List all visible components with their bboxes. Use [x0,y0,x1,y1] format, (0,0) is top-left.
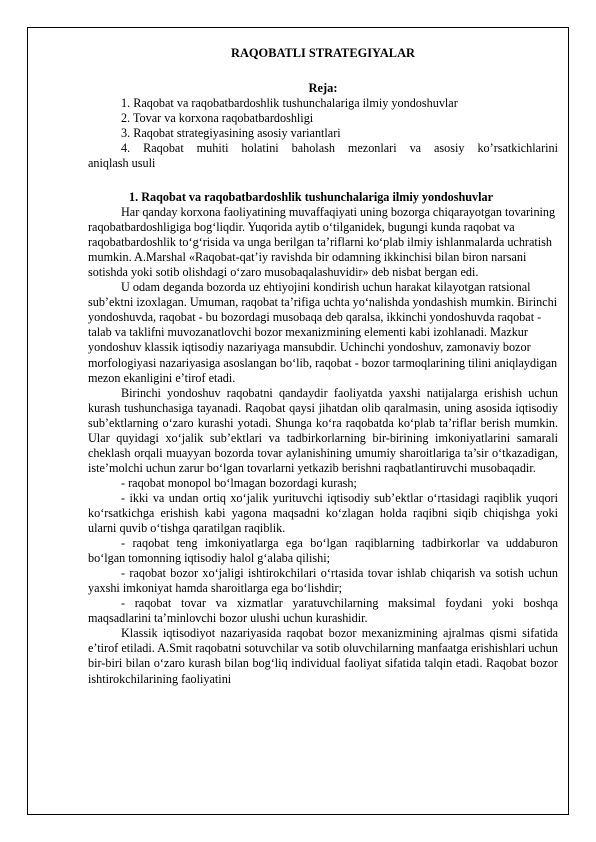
bullet-item: - raqobat teng imkoniyatlarga ega bo‘lgan raqiblarning tadbirkorlar va uddaburon bo‘lgan tomonning iqtisodiy halol g‘alaba qilishi; [88,536,558,566]
section-1 [88,190,558,687]
plan-item: 3. Raqobat strategiyasining asosiy variantlari [121,126,341,141]
plan-item: 4. Raqobat muhiti holatini baholash mezonlari va asosiy ko’rsatkichlarini [121,141,558,156]
bullet-item: - raqobat tovar va xizmatlar yaratuvchilarning maksimal foydani yoki boshqa maqsadlarini ta’minlovchi bozor ulushi uchun kurashidir. [88,596,558,626]
paragraph: Birinchi yondoshuv raqobatni qandaydir faoliyatda yaxshi natijalarga erishish uchun kurash tushunchasiga tayanadi. Raqobat qaysi jihatdan olib qaralmasin, uning asosida iqtisodiy sub’ektlarning o‘zaro kurashi yotadi. Shunga ko‘ra raqobatda ko‘plab ta’riflar berish mumkin. Ular quyidagi xo‘jalik sub’ektlari va tadbirkorlarning bir-birining imkoniyatlarini samarali cheklash orqali muayyan bozorda tovar aylanishining umumiy sharoitlariga ta’sir o‘tkazadigan, iste’molchi uchun zarur bo‘lgan tovarlarni yetkazib berishni raqbatlantiruvchi musobaqadir. [88,385,558,475]
section-title: 1. Raqobat va raqobatbardoshlik tushunchalariga ilmiy yondoshuvlar [129,190,494,204]
plan-item: 1. Raqobat va raqobatbardoshlik tushunchalariga ilmiy yondoshuvlar [121,96,458,110]
plan-item-continuation: aniqlash usuli [88,156,156,171]
bullet-item: - ikki va undan ortiq xo‘jalik yurituvchi iqtisodiy sub’ektlar o‘rtasidagi raqiblik yuqori ko‘rsatkichga erishish kabi yagona maqsadni ko‘zlagan holda raqibni siqib chiqishga yoki ularni quvib o‘tishga qaratilgan raqiblik. [88,490,558,536]
bullet-item: - raqobat bozor xo‘jaligi ishtirokchilari o‘rtasida tovar ishlab chiqarish va sotish uchun yaxshi imkoniyat hamda sharoitlarga ega bo‘lishdir; [88,566,558,596]
bullet-item: - raqobat monopol bo‘lmagan bozordagi kurash; [121,475,357,490]
plan-item: 2. Tovar va korxona raqobatbardoshligi [121,111,314,126]
plan-heading: Reja: [308,81,338,95]
paragraph: Har qanday korxona faoliyatining muvaffaqiyati uning bozorga chiqarayotgan tovarining raqobatbardoshligiga bog‘liqdir. Yuqorida aytib o‘tilganidek, bugungi kunda raqobat va raqobatbardoshlik to‘g‘risida va unga berilgan ta’riflarni ko‘plab ilmiy ishlanmalarda uchratish mumkin. A.Marshal «Raqobat-qat’iy ravishda bir odamning ikkinchisi bilan biron narsani sotishda yoki sotib olishdagi o‘zaro musobaqalashuvidir» deb nisbat bergan edi. [88,205,556,280]
paragraph: Klassik iqtisodiyot nazariyasida raqobat bozor mexanizmining ajralmas qismi sifatida e’tirof etiladi. A.Smit raqobatni sotuvchilar va sotib oluvchilarning manfaatga erishishlari uchun bir-biri bilan o‘zaro kurash bilan bog‘liq individual faoliyat sifatida talqin etadi. Raqobat bozor ishtirokchilarining faoliyatini [88,626,558,686]
document-title: RAQOBATLI STRATEGIYALAR [231,46,415,60]
paragraph: U odam deganda bozorda uz ehtiyojini kondirish uchun harakat kilayotgan ratsional sub’ektni izoxlagan. Umuman, raqobat ta’rifiga uchta yo‘nalishda yondashish mumkin. Birinchi yondoshuvda, raqobat - bu bozordagi musobaqa deb qaralsa, ikkinchi yondoshuvda raqobat - talab va taklifni muvozanatlovchi bozor mexanizmining elementi kabi izohlanadi. Mazkur yondoshuv klassik iqtisodiy nazariyaga mansubdir. Uchinchi yondoshuv, zamonaviy bozor morfologiyasi nazariyasiga asoslangan bo‘lib, raqobat - bozor tarmoqlarining tilini aniqlaydigan mezon ekanligini e’tirof etadi. [88,280,558,385]
plan-list [88,96,558,171]
